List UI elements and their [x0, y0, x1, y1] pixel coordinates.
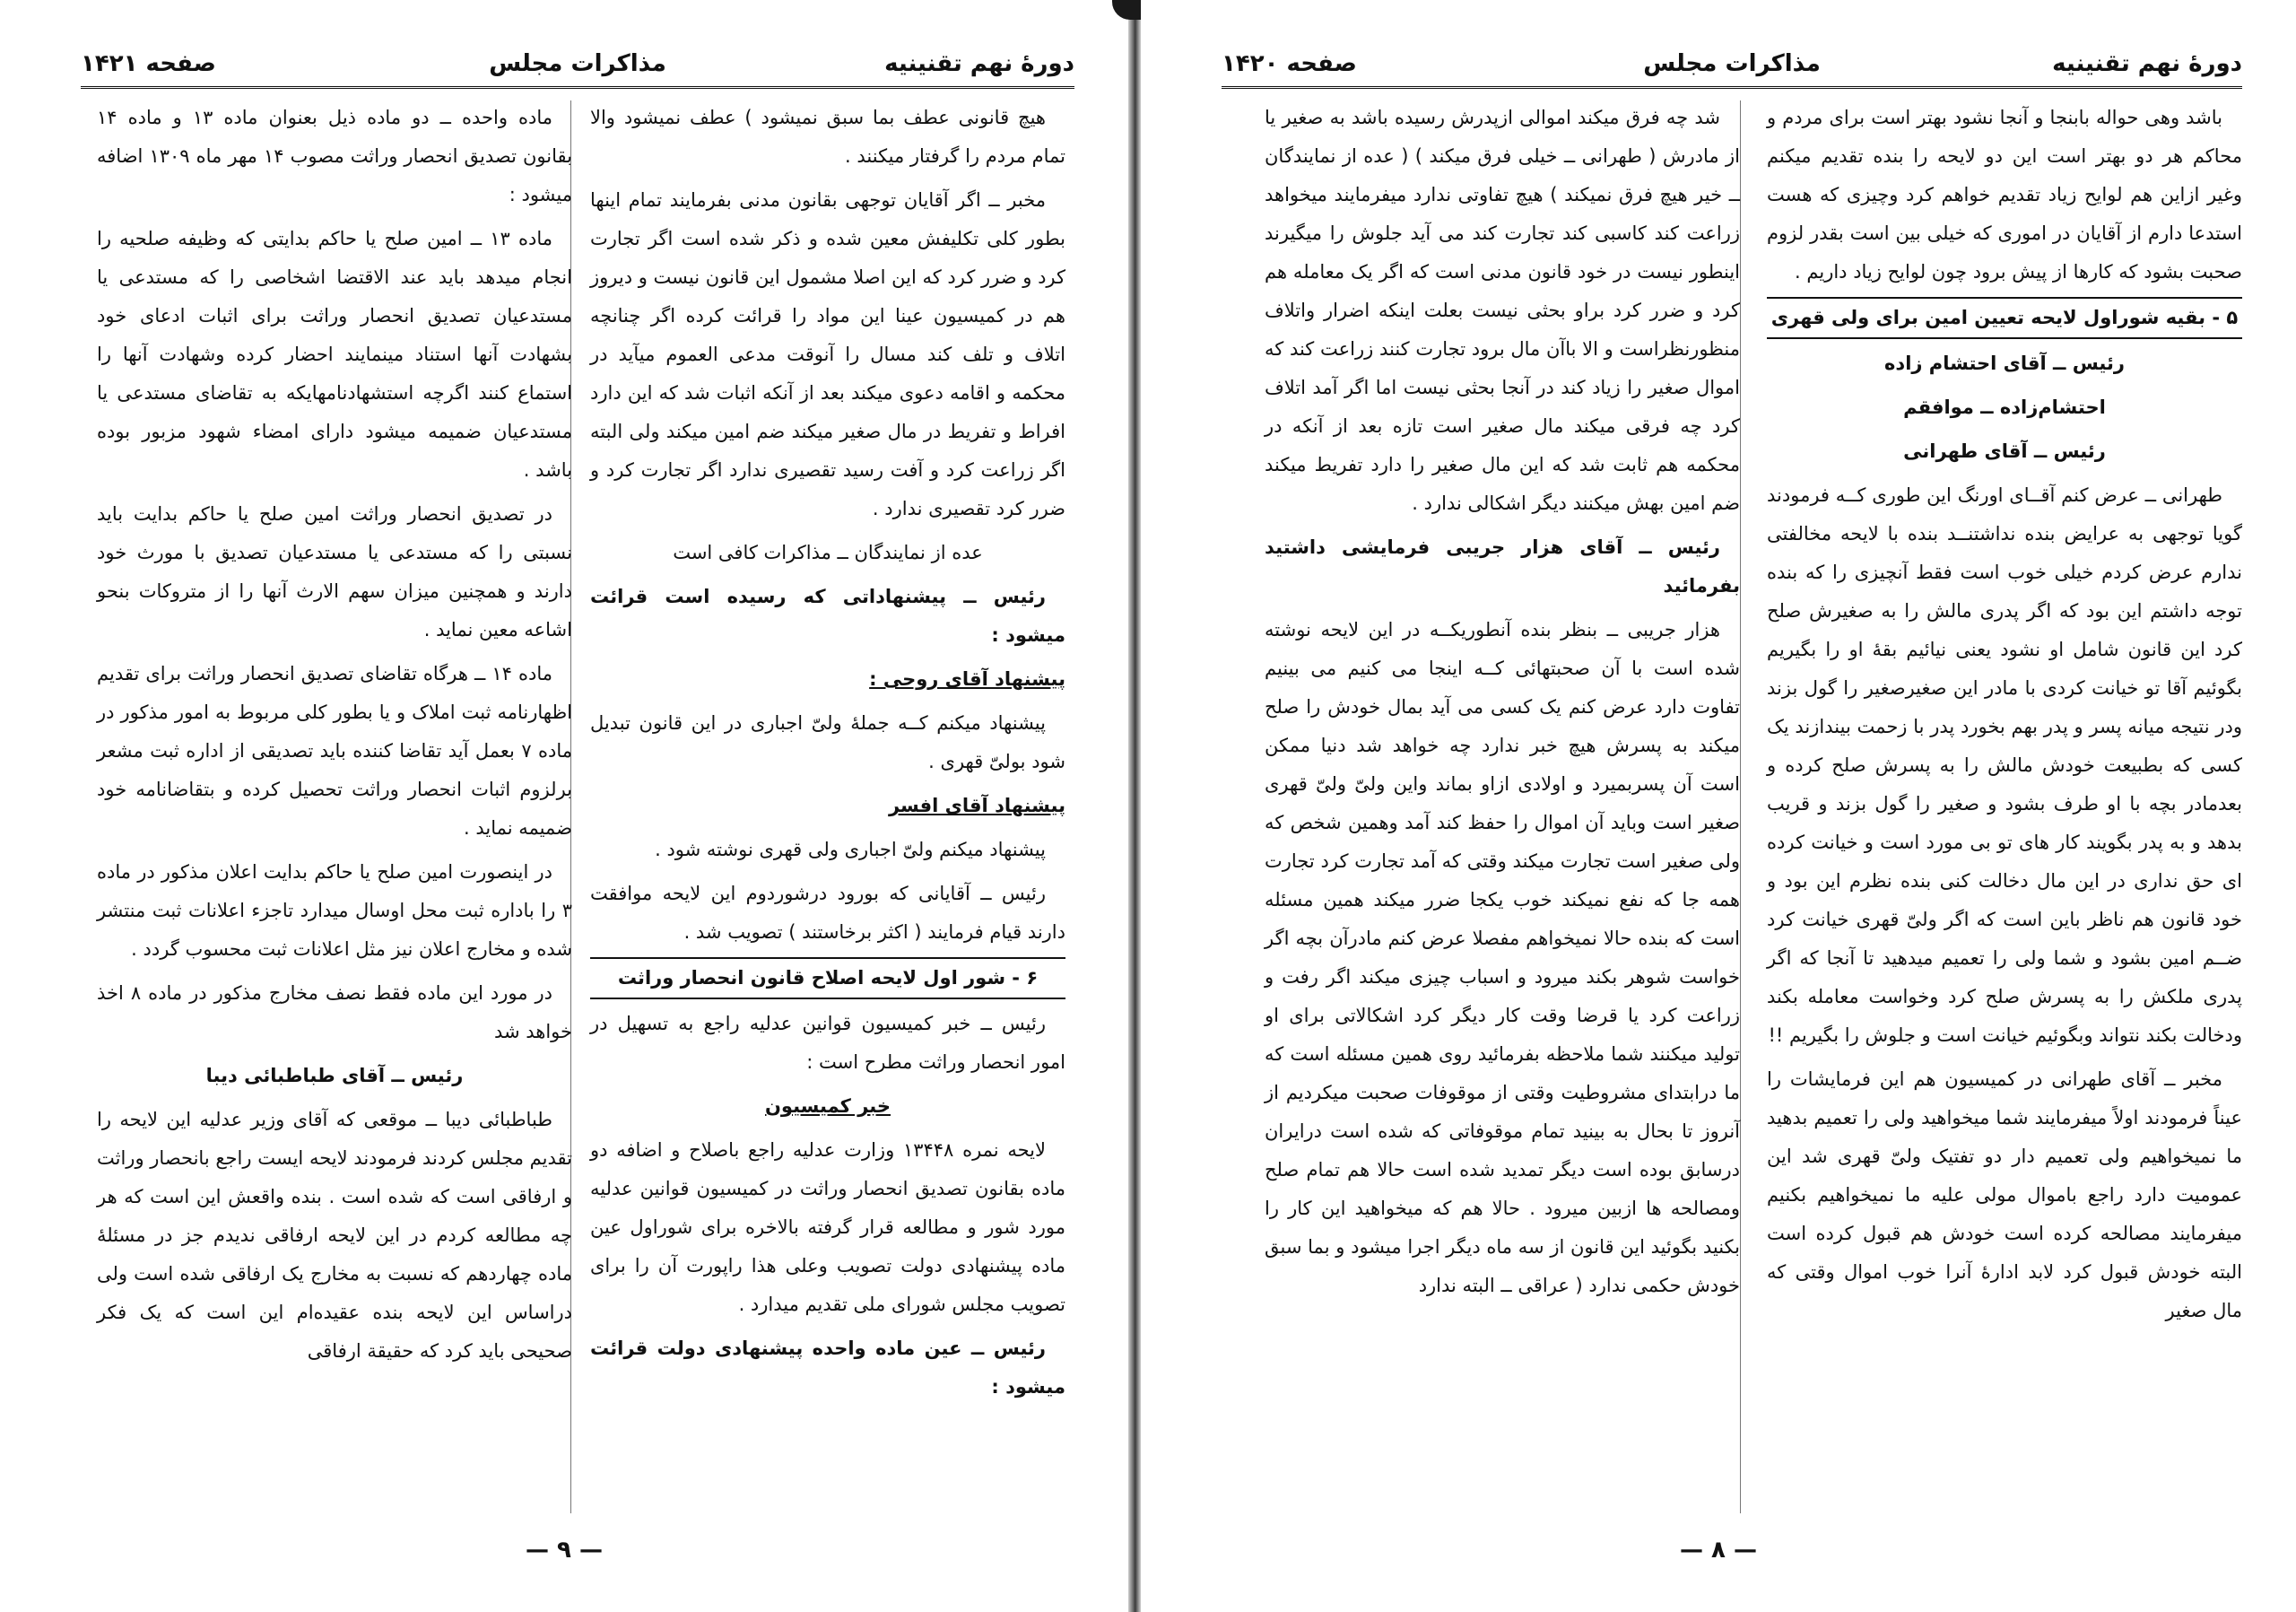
left-page-header [81, 47, 1074, 89]
section-heading: ۵ - بقیه شوراول لایحه تعیین امین برای ولی قهری [1767, 297, 2242, 339]
section-heading: ۶ - شور اول لایحه اصلاح قانون انحصار وراثت [590, 957, 1065, 999]
book-gutter [1128, 0, 1141, 1612]
left-page [0, 0, 1128, 1612]
left-page-left-column [97, 99, 572, 1376]
speaker-line: رئیس ــ آقای طهرانی [1903, 440, 2106, 462]
paragraph: در تصدیق انحصار وراثت امین صلح یا حاکم بدایت باید نسبتی را که مستدعی یا مستدعیان تصدیق با مورث خود دارند و همچنین میزان سهم الارث آنها را از متروکات بنحو اشاعه معین نماید . [97, 503, 572, 640]
paragraph: پیشنهاد میکنم کــه جملهٔ ولیّ اجباری در این قانون تبدیل شود بولیّ قهری . [590, 712, 1065, 772]
paragraph: ماده ۱۴ ــ هرگاه تقاضای تصدیق انحصار وراثت برای تقدیم اظهارنامه ثبت املاک و یا بطور کلی مربوط به امور مذکور در ماده ۷ بعمل آید تقاضا کننده باید تصدیقی از اداره ثبت مشعر برلزوم اثبات انحصار وراثت تحصیل کرده و بتقاضانامه خود ضمیمه نماید . [97, 663, 572, 839]
paragraph: رئیس ــ خبر کمیسیون قوانین عدلیه راجع به تسهیل در امور انحصار وراثت مطرح است : [590, 1013, 1065, 1073]
paragraph: ماده واحده ــ دو ماده ذیل بعنوان ماده ۱۳ و ماده ۱۴ بقانون تصدیق انحصار وراثت مصوب ۱۴ مهر ماه ۱۳۰۹ اضافه میشود : [97, 107, 572, 205]
paragraph: ماده ۱۳ ــ امین صلح یا حاکم بدایتی که وظیفه صلحیه را انجام میدهد باید عند الاقتضا اشخاصی را که مستدعی یا مستدعیان تصدیق انحصار وراثت برای اثبات ادعای خود بشهادت آنها استناد مینمایند احضار کرده وشهادت آنها را استماع کنند اگرچه استشهادنامهایکه به تقاضای مستدعی یا مستدعیان ضمیمه میشود دارای امضاء شهود مزبور بوده باشد . [97, 228, 572, 481]
speaker-line: رئیس ــ آقای هزار جریبی فرمایشی داشتید بفرمائید [1265, 536, 1740, 597]
paragraph: پیشنهاد میکنم ولیّ اجباری ولی قهری نوشته شود . [655, 839, 1046, 860]
speaker-line: رئیس ــ آقای احتشام زاده [1884, 353, 2125, 374]
paragraph: مخبر ــ اگر آقایان توجهی بقانون مدنی بفرمایند تمام اینها بطور کلی تکلیفش معین شده و ذکر شده است اگر تجارت کرد و ضرر کرد که این اصلا مشمول این قانون نیست و دیروز هم در کمیسیون عینا این مواد را قرائت کرده اگر چنانچه اتلاف و تلف کند مسال را آنوقت مدعی العموم میآید در محکمه و اقامه دعوی میکند بعد از آنکه اثبات شد که این دارد افراط و تفریط در مال صغیر میکند ضم امین میکند ولی البته اگر زراعت کرد و آفت رسید تقصیری ندارد اگر تجارت کرد و ضرر کرد تقصیری ندارد . [590, 189, 1065, 519]
right-page-header [1222, 47, 2242, 89]
right-header-term: دورهٔ نهم تقنینیه [2052, 50, 2242, 77]
right-page [1141, 0, 2296, 1612]
paragraph: رئیس ــ آقایانی که بورود درشوردوم این لایحه موافقت دارند قیام فرمایند ( اکثر برخاستند ) تصویب شد . [590, 883, 1065, 943]
left-header-term: دورهٔ نهم تقنینیه [884, 50, 1074, 77]
paragraph: باشد وهی حواله بابنجا و آنجا نشود بهتر است برای مردم و محاکم هر دو بهتر است این دو لایحه را بنده تقدیم میکنم وغیر ازاین هم لوایح زیاد تقدیم خواهم کرد وچیزی که هست استدعا دارم از آقایان در اموری که خیلی بین است بقدر لزوم صحبت بشود که کارها از پیش برود چون لوایح زیاد داریم . [1767, 107, 2242, 283]
paragraph: طهرانی ــ عرض کنم آقــای اورنگ این طوری کــه فرمودند گویا توجهی به عرایض بنده نداشتنــد بنده با لایحه مخالفتی ندارم عرض کردم خیلی خوب است فقط آنچیزی را که بنده توجه داشتم این بود که اگر پدری مالش را به صغیرش صلح کرد این قانون شامل او نشود یعنی نیائیم بقهٔ او را بگیریم بگوئیم آقا تو خیانت کردی با مادر این صغیرصغیر را گول بزند ودر نتیجه میانه پسر و پدر بهم بخورد پدر با زحمت بیندازند یک کسی که بطبیعت خودش مالش را به پسرش صلح کرده و بعدمادر بچه با او طرف بشود و صغیر را گول بزند و قریب بدهد و به پدر بگویند کار های تو بی مورد است و خیانت کرده ای حق نداری در این مال دخالت کنی بنده نظرم این بود و خود قانون هم ناظر باین است که اگر ولیّ قهری خیانت کرد ضــم امین بشود و شما ولی را تعمیم میدهید تا آنجا که اگر پدری ملکش را به پسرش صلح کرد وخواست معامله بکند ودخالت بکند نتواند وبگوئیم خیانت است و جلوش را بگیریم !! [1767, 484, 2242, 1046]
paragraph: مخبر ــ آقای طهرانی در کمیسیون هم این فرمایشات را عیناً فرمودند اولاً میفرمایند شما میخواهید ولی را تعمیم بدهید ما نمیخواهیم ولی تعمیم دار دو تفتیک ولیّ قهری شد این عمومیت دارد راجع باموال مولی علیه ما نمیخواهیم بکنیم میفرمایند مصالحه کرده است خودش هم قبول کرده است البته خودش قبول کرد لابد ادارهٔ آنرا خوب اموال وقتی که مال صغیر [1767, 1068, 2242, 1321]
paragraph: شد چه فرق میکند اموالی ازپدرش رسیده باشد به صغیر یا از مادرش ( طهرانی ــ خیلی فرق میکند ) ( عده از نمایندگان ــ خیر هیچ فرق نمیکند ) هیچ تفاوتی ندارد میفرمایند میخواهد زراعت کند کاسبی کند تجارت کند می آید جلوش را میگیرند اینطور نیست در خود قانون مدنی است که اگر یک معامله هم کرد و ضرر کرد براو بحثی نیست بعلت اینکه اضرار واتلاف منظورنظراست و الا باآن مال برود تجارت کنند زراعت کند که اموال صغیر را زیاد کند در آنجا بحثی نیست اما اگر آمد اتلاف کرد چه فرقی میکند مال صغیر است تازه بعد از آنکه در محکمه هم ثابت شد که این مال صغیر را دارد تفریط میکند ضم امین بهش میکنند دیگر اشکالی ندارد . [1265, 107, 1740, 514]
paragraph: هزار جریبی ــ بنظر بنده آنطوریکــه در این لایحه نوشته شده است با آن صحبتهائی کــه اینجا می کنیم می بینیم تفاوت دارد عرض کنم یک کسی می آید بمال خودش را صلح میکند به پسرش هیچ خبر ندارد چه خواهد شد دنیا ممکن است آن پسربمیرد و اولادی ازاو بماند واین ولیّ ولیّ قهری صغیر است وباید آن اموال را حفظ کند آمد وهمین شخص که ولی صغیر است تجارت میکند وقتی که آمد تجارت کرد تجارت همه جا که نفع نمیکند خوب یکجا ضرر میکند همین مسئله است که بنده حالا نمیخواهم مفصلا عرض کنم مادرآن بچه اگر خواست شوهر بکند میرود و اسباب چیزی میکند اگر رفت و زراعت کرد یا قرضا وقت کار دیگر کرد اشکالاتی برای او تولید میکنند شما ملاحظه بفرمائید روی همین مسئله است که ما درابتدای مشروطیت وقتی از موقوفات صحبت میکردیم از آنروز تا بحال به بینید تمام موقوفاتی که شده است درایران درسابق بوده است دیگر تمدید شده است حالا هم تمام صلح ومصالحه ها ازبین میرود . حالا هم که میخواهید این کار را بکنید بگوئید این قانون از سه ماه دیگر اجرا میشود و بما سبق خودش حکمی ندارد ( عراقی ــ البته ندارد [1265, 619, 1740, 1296]
left-page-folio: — ۹ — [526, 1537, 603, 1564]
speaker-line: رئیس ــ عین ماده واحده پیشنهادی دولت قرائت میشود : [590, 1338, 1065, 1398]
right-page-folio: — ۸ — [1680, 1537, 1757, 1564]
right-page-left-column [1265, 99, 1740, 1311]
speaker-line: رئیس ــ پیشنهاداتی که رسیده است قرائت میشود : [590, 586, 1065, 646]
proposal-title: پیشنهاد آقای افسر [888, 795, 1065, 816]
speaker-line: رئیس ــ آقای طباطبائی دیبا [205, 1065, 464, 1086]
column-divider [1740, 100, 1741, 1513]
right-header-page-number: صفحه ۱۴۲۰ [1222, 50, 1357, 77]
left-page-right-column [590, 99, 1065, 1412]
paragraph: عده از نمایندگان ــ مذاکرات کافی است [673, 542, 983, 563]
paragraph: در اینصورت امین صلح یا حاکم بدایت اعلان مذکور در ماده ۳ را باداره ثبت محل اوسال میدارد تاجزء اعلانات ثبت منتشر شده و مخارج اعلان نیز مثل اعلانات ثبت محسوب گردد . [97, 861, 572, 960]
left-header-title: مذاکرات مجلس [489, 50, 666, 77]
speaker-line: احتشام‌زاده ــ موافقم [1903, 396, 2106, 418]
paragraph: هیچ قانونی عطف بما سبق نمیشود ) عطف نمیشود والا تمام مردم را گرفتار میکنند . [590, 107, 1065, 167]
proposal-title: پیشنهاد آقای روحی : [869, 668, 1065, 690]
paragraph: لایحه نمره ۱۳۴۴۸ وزارت عدلیه راجع باصلاح و اضافه دو ماده بقانون تصدیق انحصار وراثت در کمیسیون قوانین عدلیه مورد شور و مطالعه قرار گرفته بالاخره برای شوراول عین ماده پیشنهادی دولت تصویب وعلی هذا راپورت آن را برای تصویب مجلس شورای ملی تقدیم میدارد . [590, 1139, 1065, 1315]
paragraph: طباطبائی دیبا ــ موقعی که آقای وزیر عدلیه این لایحه را تقدیم مجلس کردند فرمودند لایحه ایست راجع بانحصار وراثت و ارفاقی است که شده است . بنده واقعش این است که هر چه مطالعه کردم در این لایحه ارفاقی ندیدم جز در مسئلهٔ ماده چهاردهم که نسبت به مخارج یک ارفاقی شده است ولی دراساس این لایحه بنده عقیده‌ام این است که یک فکر صحیحی باید کرد که حقیقة ارفاقی [97, 1109, 572, 1362]
right-page-right-column [1767, 99, 2242, 1336]
paragraph: در مورد این ماده فقط نصف مخارج مذکور در ماده ۸ اخذ خواهد شد [97, 982, 572, 1042]
left-header-page-number: صفحه ۱۴۲۱ [81, 50, 216, 77]
committee-report-title: خبر کمیسیون [765, 1095, 891, 1117]
right-header-title: مذاکرات مجلس [1643, 50, 1821, 77]
